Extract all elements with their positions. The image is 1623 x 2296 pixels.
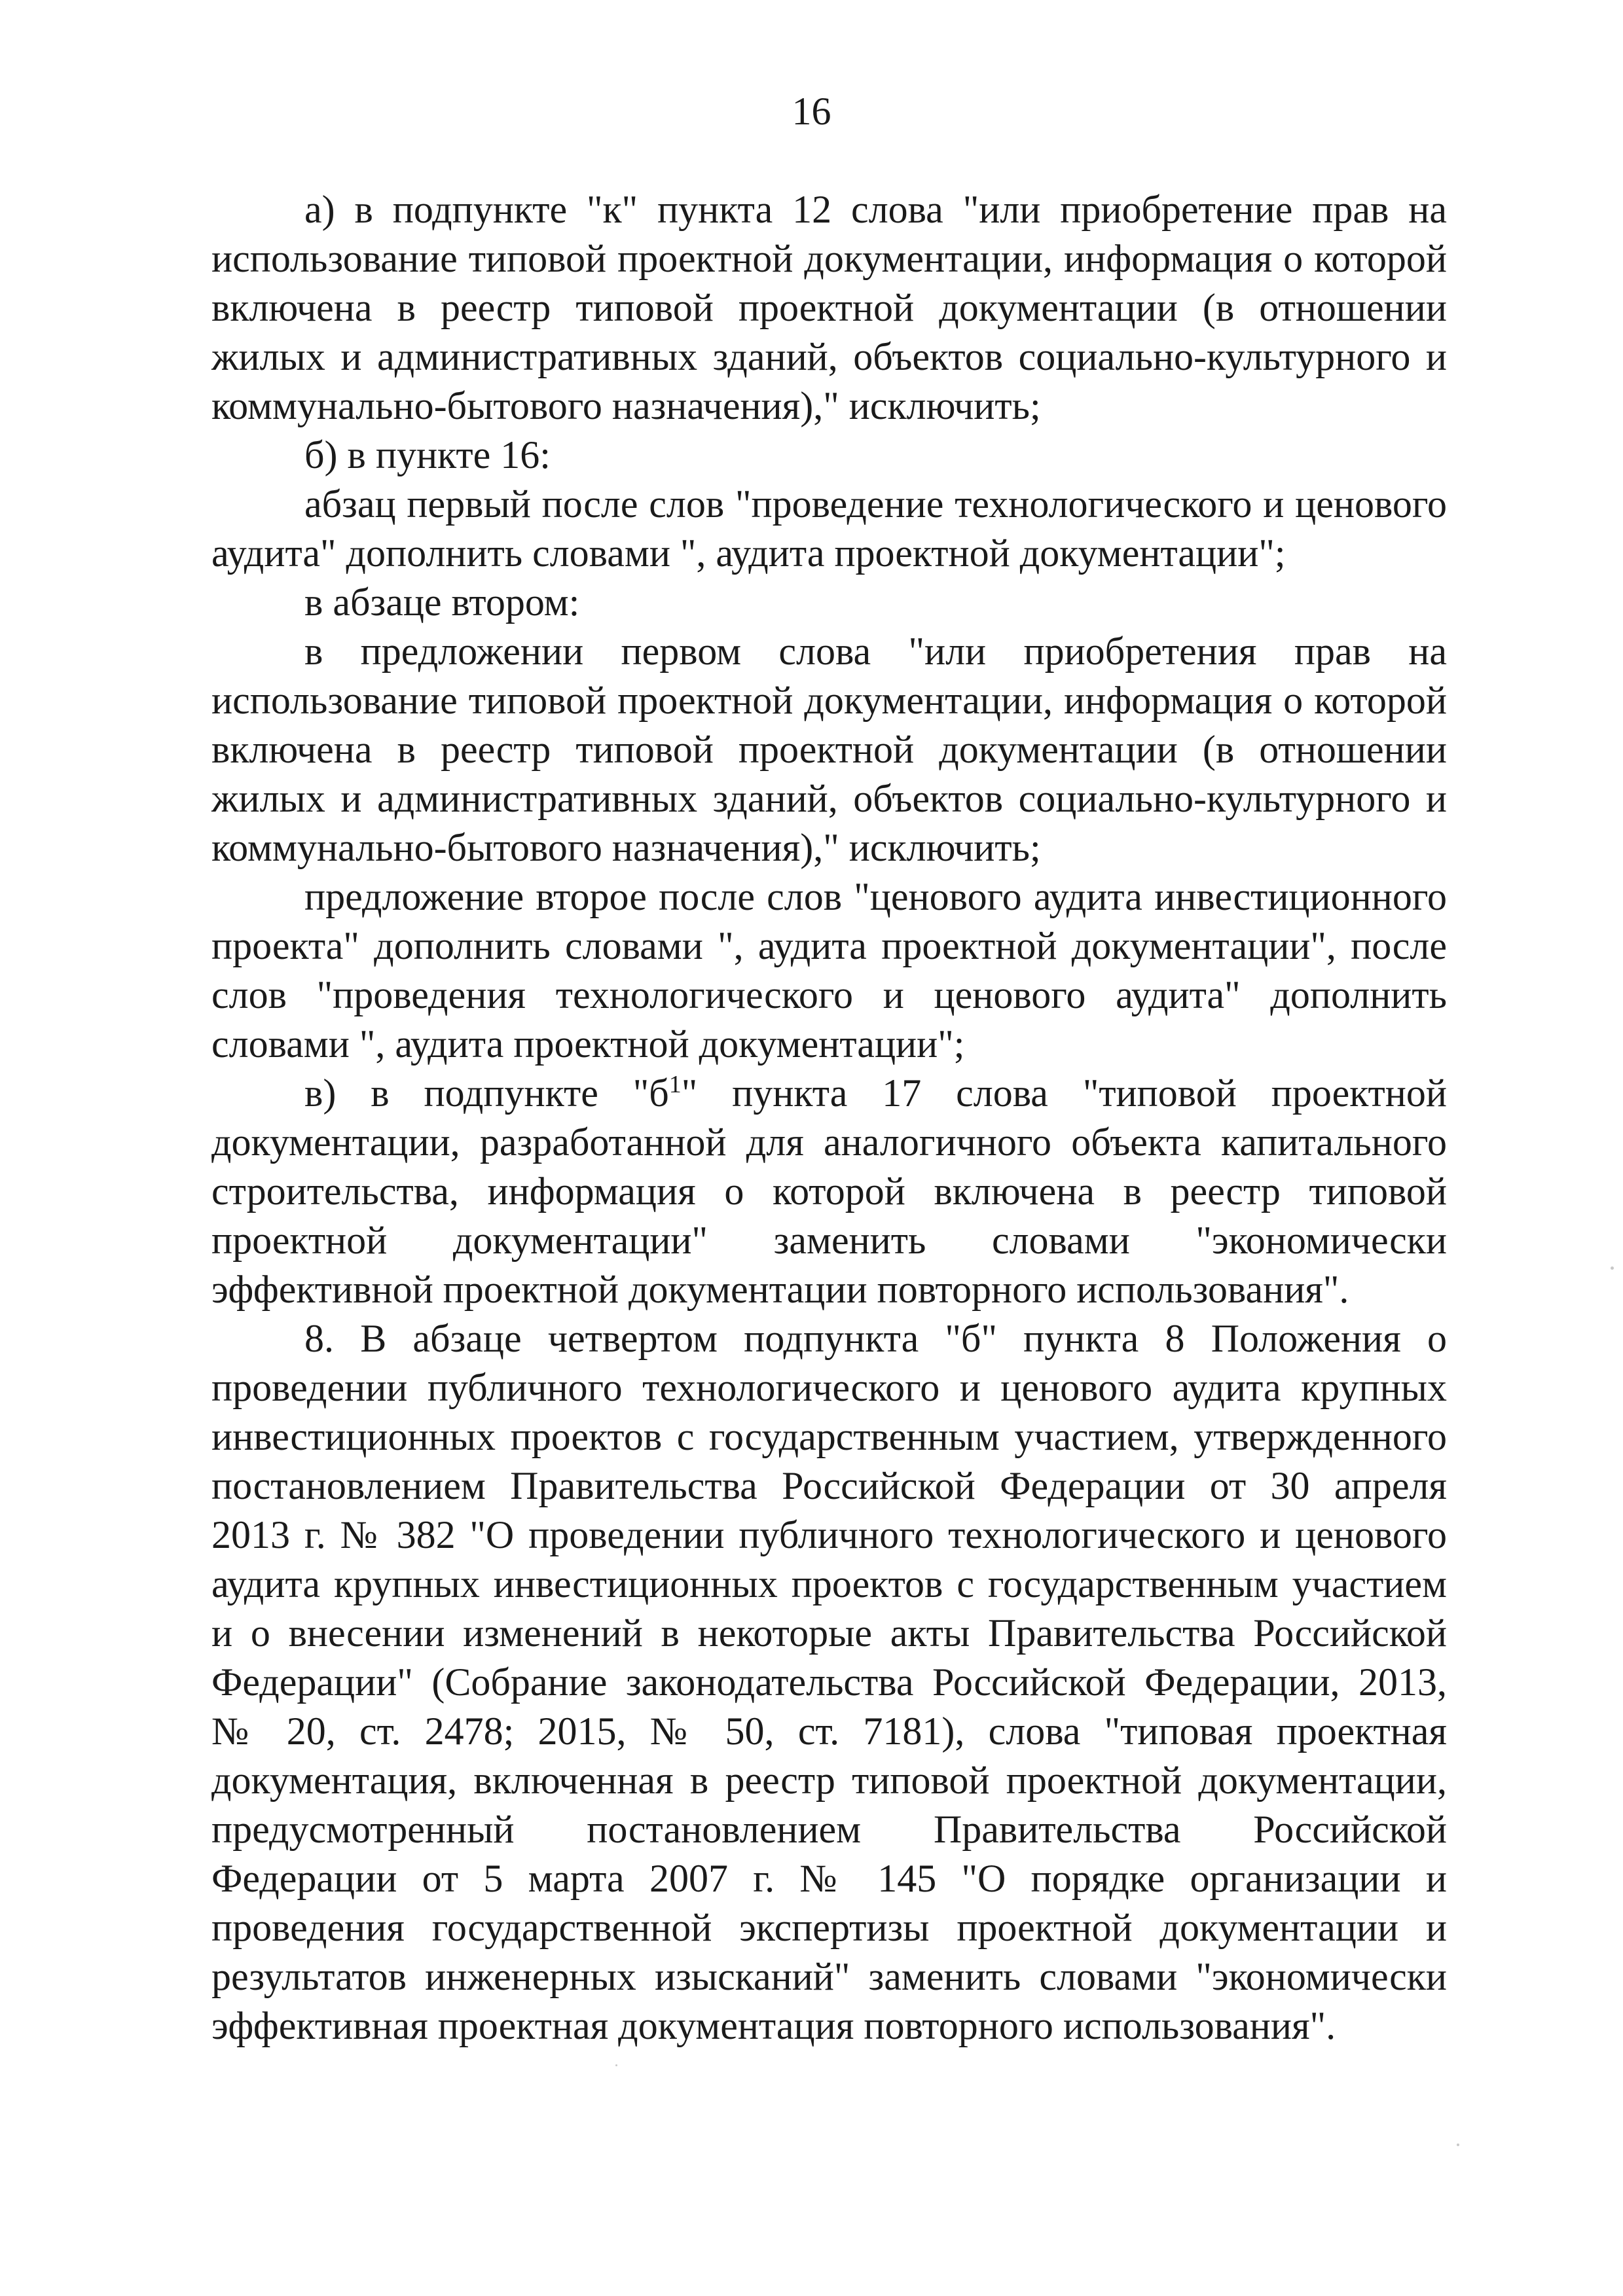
paragraph-v-text-end: " пункта 17 слова "типовой проектной документации, разработанной для аналогичного объекта капитального строительства, информация о которой включена в реестр типовой проектной документации" заменить словами "экономически эффективной проектной документации повторного использования".	[211, 1071, 1447, 1311]
scan-speck	[1457, 2144, 1459, 2146]
paragraph-a: а) в подпункте "к" пункта 12 слова "или приобретение прав на использование типовой проектной документации, информация о которой включена в реестр типовой проектной документации (в отношении жилых и административных зданий, объектов социально-культурного и коммунально-бытового назначения)," исключить;	[211, 188, 1447, 427]
paragraph-8: 8. В абзаце четвертом подпункта "б" пункта 8 Положения о проведении публичного технологического и ценового аудита крупных инвестиционных проектов с государственным участием, утвержденного постановлением Правительства Российской Федерации от 30 апреля 2013 г. № 382 "О проведении публичного технологического и ценового аудита крупных инвестиционных проектов с государственным участием и о внесении изменений в некоторые акты Правительства Российской Федерации" (Собрание законодательства Российской Федерации, 2013, № 20, ст. 2478; 2015, № 50, ст. 7181), слова "типовая проектная документация, включенная в реестр типовой проектной документации, предусмотренный постановлением Правительства Российской Федерации от 5 марта 2007 г. № 145 "О порядке организации и проведения государственной экспертизы проектной документации и результатов инженерных изысканий" заменить словами "экономически эффективная проектная документация повторного использования".	[211, 1317, 1447, 2047]
paragraph-v-text-start: в) в подпункте "б	[304, 1071, 669, 1115]
paragraph-b-sentence-2: предложение второе после слов "ценового аудита инвестиционного проекта" дополнить словами ", аудита проектной документации", после слов "проведения технологического и ценового аудита" дополнить словами ", аудита проектной документации";	[211, 875, 1447, 1066]
superscript: 1	[668, 1071, 682, 1098]
paragraph-b-abzac-2-heading: в абзаце втором:	[304, 581, 580, 624]
scan-speck	[1611, 1266, 1614, 1270]
paragraph-v	[211, 1069, 1447, 1314]
paragraph-b-abzac-1: абзац первый после слов "проведение технологического и ценового аудита" дополнить словами ", аудита проектной документации";	[211, 482, 1447, 575]
paragraph-b-sentence-1: в предложении первом слова "или приобретения прав на использование типовой проектной документации, информация о которой включена в реестр типовой проектной документации (в отношении жилых и административных зданий, объектов социально-культурного и коммунально-бытового назначения)," исключить;	[211, 630, 1447, 869]
document-body	[211, 185, 1447, 2051]
scan-speck	[615, 2064, 617, 2066]
paragraph-b: б) в пункте 16:	[304, 433, 551, 476]
page-number: 16	[792, 90, 831, 133]
